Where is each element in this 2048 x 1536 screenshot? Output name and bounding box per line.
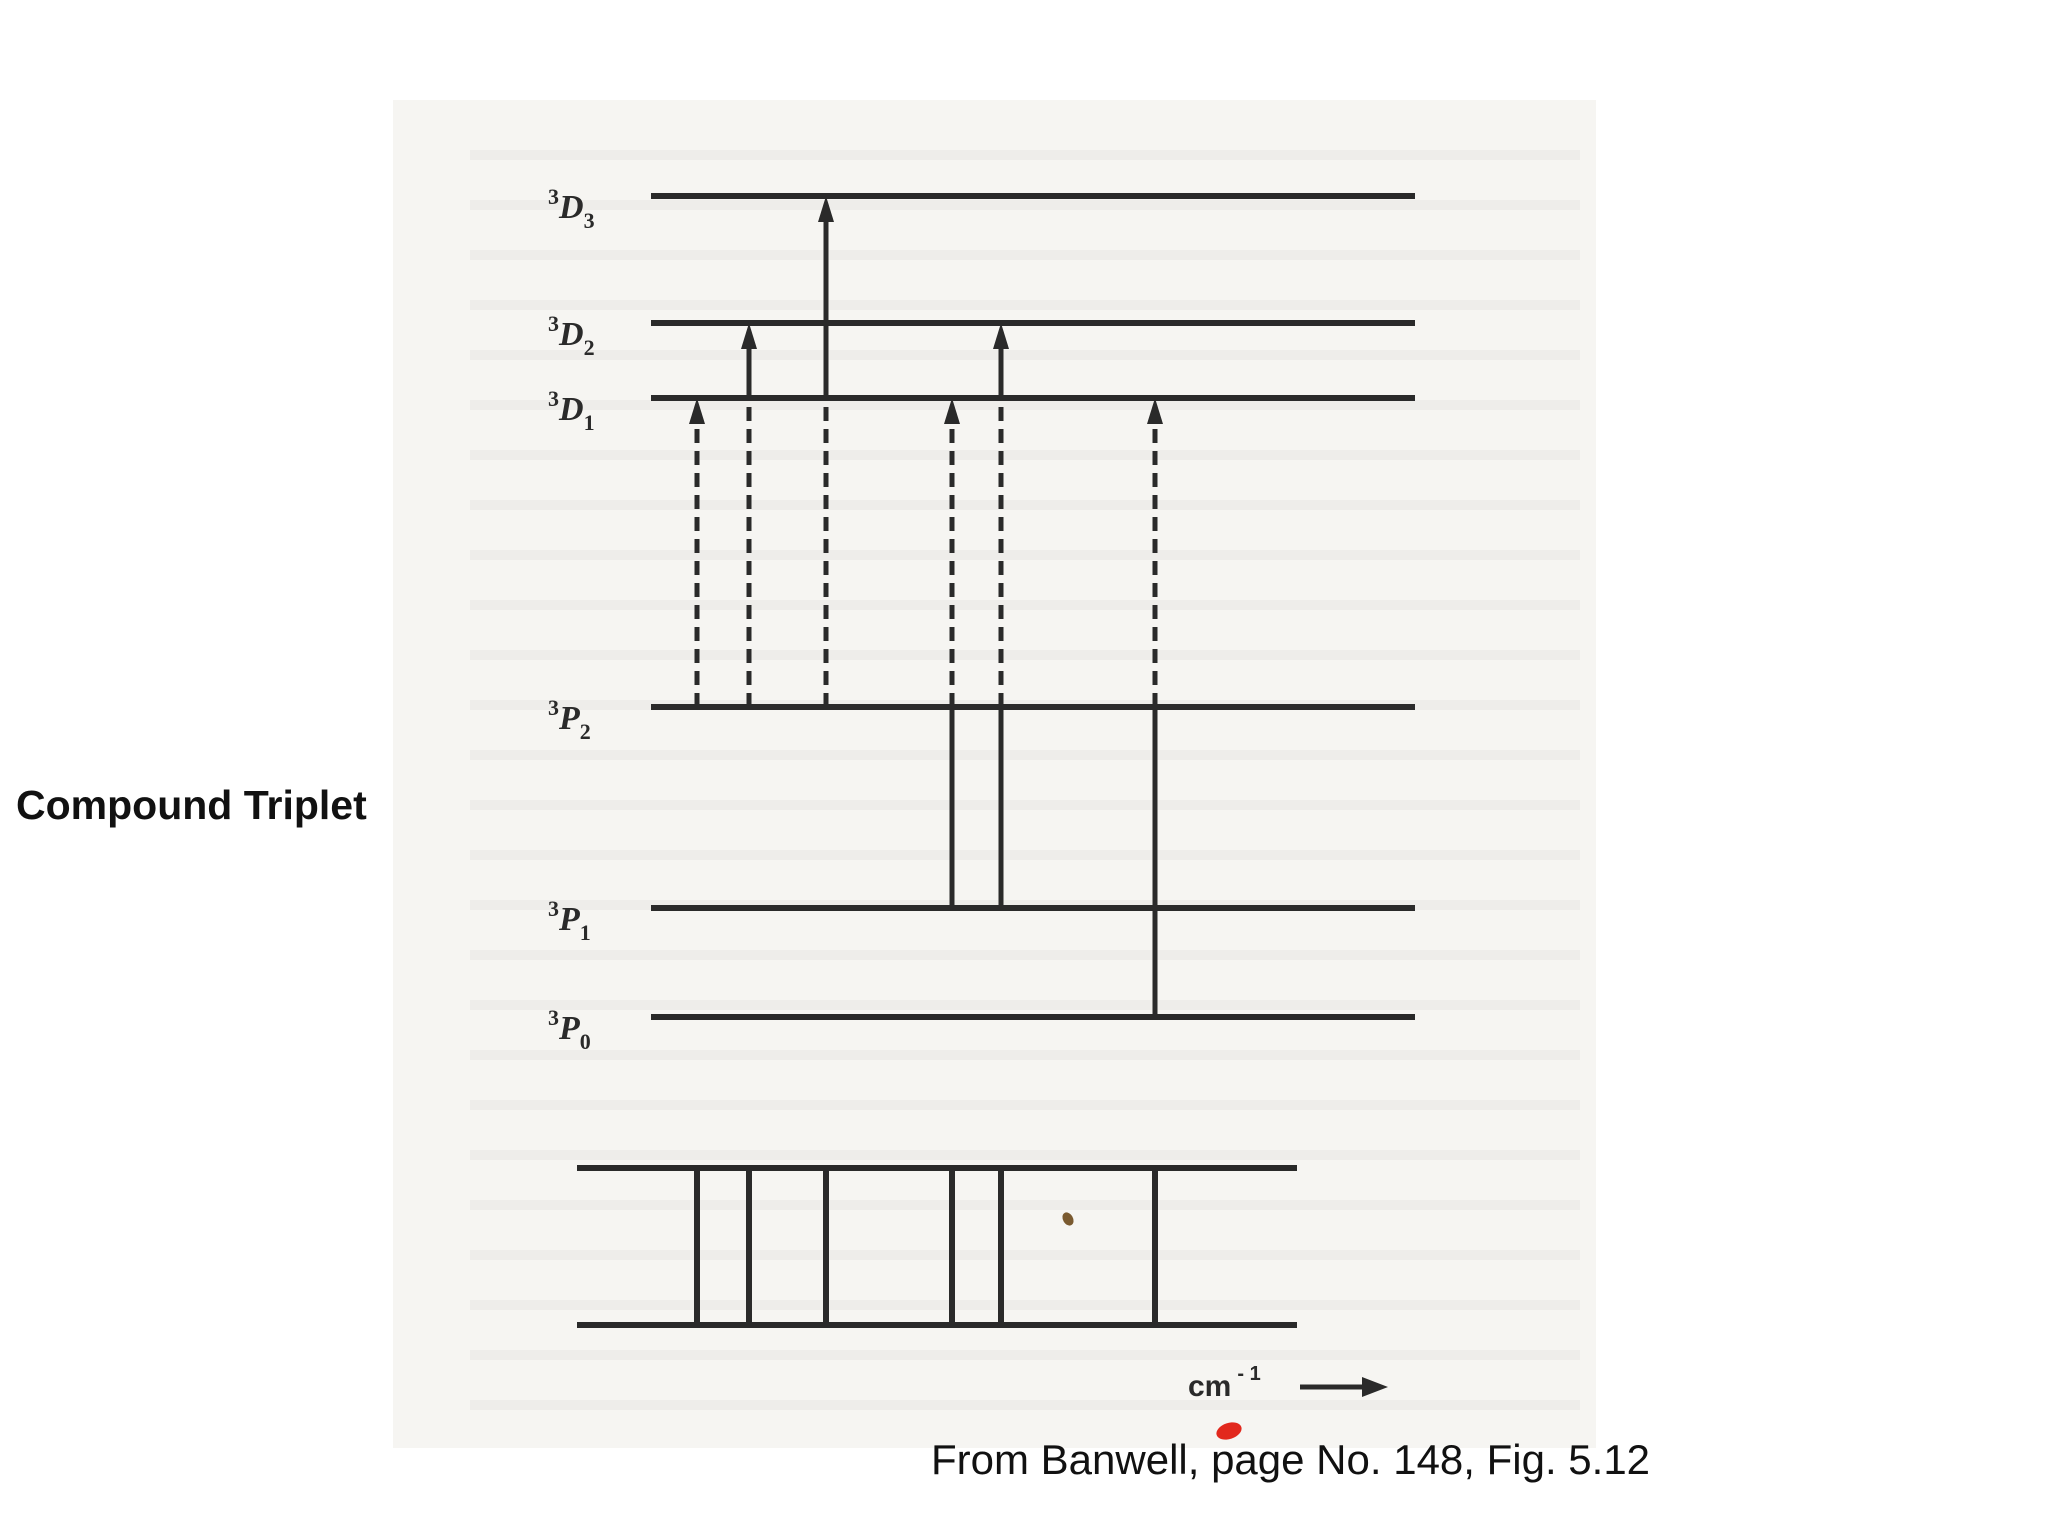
level-label-superscript: 3 (548, 1005, 559, 1030)
bleed-line (470, 650, 1580, 660)
bleed-line (470, 1250, 1580, 1260)
unit-label (1188, 1363, 1261, 1403)
level-label-superscript: 3 (548, 386, 559, 411)
level-label (548, 386, 595, 435)
bleed-line (470, 500, 1580, 510)
level-label-subscript: 2 (579, 719, 591, 744)
bleed-line (470, 150, 1580, 160)
level-3p0 (548, 1005, 1415, 1054)
bleed-line (470, 600, 1580, 610)
transition-3p1-to-3d2 (993, 323, 1009, 908)
bleed-line (470, 750, 1580, 760)
level-label-subscript: 2 (583, 335, 595, 360)
energy-levels (548, 184, 1415, 1054)
level-label-symbol: P (559, 901, 580, 938)
level-label-superscript: 3 (548, 311, 559, 336)
bleed-line (470, 250, 1580, 260)
unit-exponent: - 1 (1237, 1363, 1261, 1385)
bleed-line (470, 800, 1580, 810)
bleed-line (470, 1150, 1580, 1160)
compound-triplet-label: Compound Triplet (16, 782, 367, 828)
bleed-line (470, 1100, 1580, 1110)
transition-arrow-icon (993, 323, 1009, 349)
level-3d1 (548, 386, 1415, 435)
bleed-line (470, 550, 1580, 560)
bleed-line (470, 1000, 1580, 1010)
bleed-line (470, 1050, 1580, 1060)
level-label-superscript: 3 (548, 695, 559, 720)
level-label-subscript: 1 (583, 410, 595, 435)
wavenumber-axis (1188, 1363, 1388, 1403)
bleed-line (470, 200, 1580, 210)
bleed-line (470, 850, 1580, 860)
level-label (548, 184, 595, 233)
level-label-symbol: D (559, 391, 584, 428)
level-label-symbol: P (559, 1010, 580, 1047)
bleed-line (470, 950, 1580, 960)
transition-arrow-icon (741, 323, 757, 349)
level-label (548, 1005, 591, 1054)
unit-base: cm (1188, 1370, 1232, 1403)
bleed-line (470, 1300, 1580, 1310)
bleed-line (470, 450, 1580, 460)
figure-caption: From Banwell, page No. 148, Fig. 5.12 (931, 1436, 1651, 1483)
bleed-line (470, 400, 1580, 410)
level-label-symbol: D (559, 189, 584, 226)
transition-3p2-to-3d2 (741, 323, 757, 707)
bleed-line (470, 300, 1580, 310)
level-label-symbol: D (559, 316, 584, 353)
level-label-subscript: 0 (579, 1029, 591, 1054)
level-label-subscript: 1 (579, 920, 591, 945)
arrow-head-icon (1362, 1377, 1388, 1397)
bleed-line (470, 1200, 1580, 1210)
level-label-superscript: 3 (548, 184, 559, 209)
level-label-symbol: P (559, 700, 580, 737)
bleed-line (470, 1400, 1580, 1410)
bleed-line (470, 1350, 1580, 1360)
level-label-superscript: 3 (548, 896, 559, 921)
level-label-subscript: 3 (583, 208, 595, 233)
ink-speck (1060, 1210, 1076, 1227)
scan-bleed-through (470, 150, 1580, 1410)
bleed-line (470, 350, 1580, 360)
